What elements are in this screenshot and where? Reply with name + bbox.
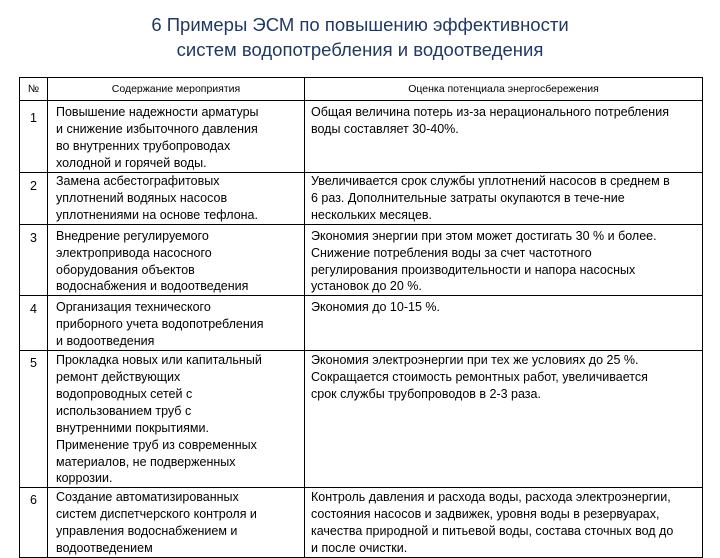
table-row — [20, 101, 703, 173]
row-content-cell — [48, 101, 305, 173]
page-title — [0, 12, 720, 62]
row-num: 6 — [30, 493, 37, 508]
header-content: Содержание мероприятия — [48, 78, 305, 101]
row-assessment-cell — [305, 296, 703, 351]
row-assessment: Экономия до 10-15 %. — [311, 300, 440, 315]
table-row — [20, 224, 703, 296]
row-content-cell — [48, 224, 305, 296]
row-assessment-cell — [305, 173, 703, 225]
row-content: Замена асбестографитовых уплотнений водяных насосов уплотнениями на основе тефлона. — [56, 174, 258, 222]
row-assessment: Экономия электроэнергии при тех же условиях до 25 %. Сокращается стоимость ремонтных работ, увеличивается срок службы трубопроводов в 2-3 раза. — [311, 353, 648, 401]
row-assessment: Экономия энергии при этом может достигать 30 % и более. Снижение потребления воды за счет частотного регулирования производительности и напора насосных установок до 20 %. — [311, 228, 657, 294]
row-num-cell — [20, 296, 48, 351]
table-row — [20, 488, 703, 558]
row-content-cell — [48, 351, 305, 488]
row-content: Повышение надежности арматуры и снижение избыточного давления во внутренних трубопроводах холодной и горячей воды. — [56, 105, 259, 170]
row-num: 4 — [30, 302, 37, 317]
table-header-row — [20, 78, 703, 101]
row-num-cell — [20, 488, 48, 558]
header-assessment: Оценка потенциала энергосбережения — [305, 78, 703, 101]
table-row — [20, 296, 703, 351]
row-assessment: Увеличивается срок службы уплотнений насосов в среднем в 6 раз. Дополнительные затраты окупаются в тече-ние нескольких месяцев. — [311, 174, 670, 222]
row-content: Организация технического приборного учета водопотребления и водоотведения — [56, 300, 264, 349]
page-title-line-2: систем водопотребления и водоотведения — [176, 39, 544, 60]
row-num-cell — [20, 224, 48, 296]
row-num-cell — [20, 351, 48, 488]
row-num-cell — [20, 101, 48, 173]
measures-table — [19, 77, 703, 558]
table-row — [20, 351, 703, 488]
row-assessment: Контроль давления и расхода воды, расхода электроэнергии, состояния насосов и задвижек, уровня воды в резервуарах, качества природной и питьевой воды, состава сточных вод до и после очистки. — [311, 490, 674, 556]
row-assessment: Общая величина потерь из-за нерационального потребления воды составляет 30-40%. — [311, 105, 669, 136]
row-num-cell — [20, 173, 48, 225]
row-content: Прокладка новых или капитальный ремонт действующих водопроводных сетей с использованием труб с внутренними покрытиями. Применение труб из современных материалов, не подверженных коррозии. — [56, 353, 262, 486]
header-num: № — [20, 78, 48, 101]
row-content-cell — [48, 488, 305, 558]
row-assessment-cell — [305, 101, 703, 173]
row-num: 1 — [30, 111, 37, 125]
row-content: Создание автоматизированных систем диспетчерского контроля и управления водоснабжением и водоотведением — [56, 490, 257, 556]
row-assessment-cell — [305, 351, 703, 488]
page-title-line-1: 6 Примеры ЭСМ по повышению эффективности — [151, 14, 569, 35]
table-row — [20, 173, 703, 225]
row-content: Внедрение регулируемого электропривода насосного оборудования объектов водоснабжения и водоотведения — [56, 228, 249, 294]
row-assessment-cell — [305, 224, 703, 296]
row-num: 3 — [30, 230, 37, 245]
row-num: 5 — [30, 356, 37, 371]
row-assessment-cell — [305, 488, 703, 558]
row-content-cell — [48, 173, 305, 225]
row-content-cell — [48, 296, 305, 351]
row-num: 2 — [30, 179, 37, 193]
